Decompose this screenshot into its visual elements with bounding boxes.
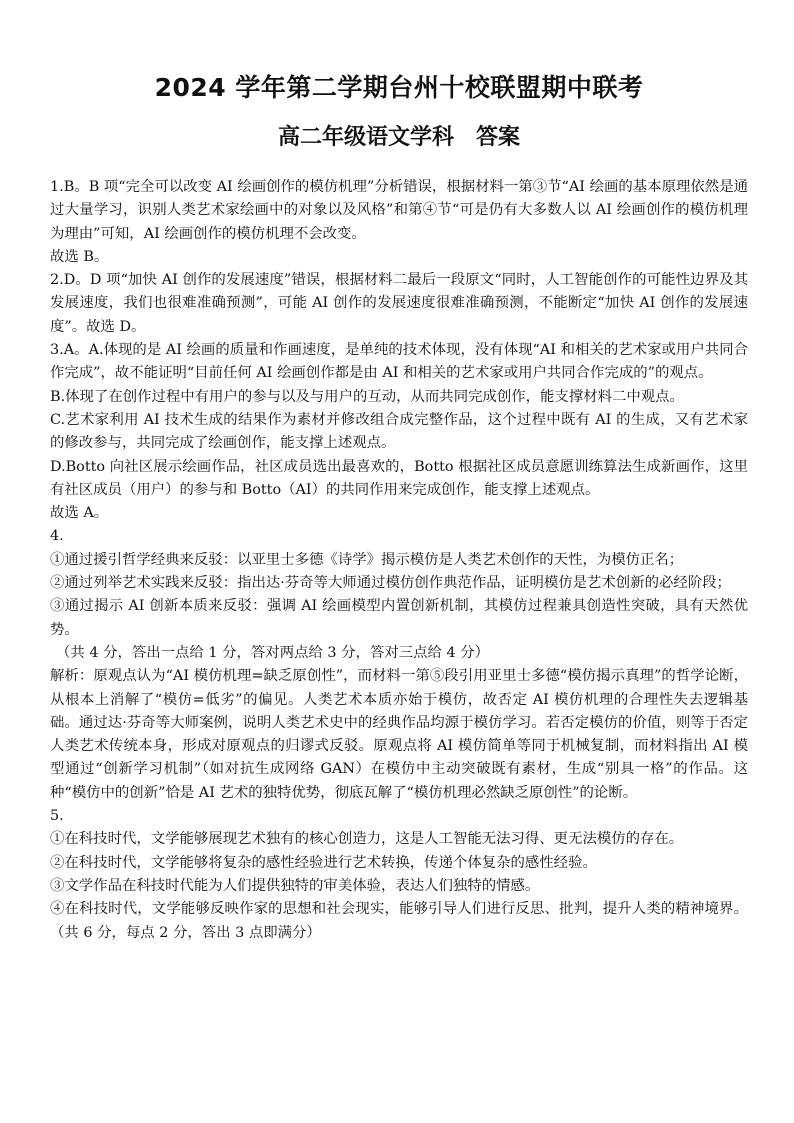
answer-3-option-b: B.体现了在创作过程中有用户的参与以及与用户的互动，从而共同完成创作，能支撑材料二中观点。 [50,388,684,405]
answer-5-point-3: ③文学作品在科技时代能为人们提供独特的审美体验，表达人们独特的情感。 [50,877,540,894]
answer-5-number: 5. [50,808,64,825]
page-subtitle: 高二年级语文学科 答案 [277,125,520,150]
page-title: 2024 学年第二学期台州十校联盟期中联考 [154,73,644,102]
answer-3-option-d: D.Botto 向社区展示绘画作品，社区成员选出最喜欢的，Botto 根据社区成员意愿训练算法生成新画作，这里有社区成员（用户）的参与和 Botto（AI）的共同作用来完成创作，能支撑上述观点。 [50,458,748,498]
answer-5-point-1: ①在科技时代，文学能够展现艺术独有的核心创造力，这是人工智能无法习得、更无法模仿的存在。 [50,831,684,848]
answer-4-scoring: （共 4 分，答出一点给 1 分，答对两点给 3 分，答对三点给 4 分） [56,644,489,661]
answer-2: 2.D。D 项“加快 AI 创作的发展速度”错误，根据材料二最后一段原文“同时，人工智能创作的可能性边界及其发展速度，我们也很难准确预测”，可能 AI 创作的发展速度很难准确预测，不能断定“加快 AI 创作的发展速度”。故选 D。 [50,272,748,335]
answer-3: 3.A。A.体现的是 AI 绘画的质量和作画速度，是单纯的技术体现，没有体现“AI 和相关的艺术家或用户共同合作完成”，故不能证明“目前任何 AI 绘画创作都是由 AI 和相关的艺术家或用户共同合作完成的”的观点。 [50,342,748,382]
answer-4-number: 4. [50,528,64,545]
answer-3-option-c: C.艺术家利用 AI 技术生成的结果作为素材并修改组合成完整作品，这个过程中既有 AI 的生成，又有艺术家的修改参与，共同完成了绘画创作，能支撑上述观点。 [50,411,748,452]
answer-1-conclusion: 故选 B。 [50,248,109,265]
answer-3-conclusion: 故选 A。 [50,505,109,522]
answer-5-point-4: ④在科技时代，文学能够反映作家的思想和社会现实，能够引导人们进行反思、批判，提升人类的精神境界。（共 6 分，每点 2 分，答出 3 点即满分） [50,901,748,941]
answer-4-analysis: 解析：原观点认为“AI 模仿机理=缺乏原创性”，而材料一第⑤段引用亚里士多德“模仿揭示真理”的哲学论断，从根本上消解了“模仿=低劣”的偏见。人类艺术本质亦始于模仿，故否定 AI 模仿机理的合理性失去逻辑基础。通过达·芬奇等大师案例，说明人类艺术史中的经典作品均源于模仿学习。若否定模仿的价值，则等于否定人类艺术传统本身，形成对原观点的归谬式反驳。原观点将 AI 模仿简单等同于机械复制，而材料指出 AI 模型通过“创新学习机制”（如对抗生成网络 GAN）在模仿中主动突破既有素材，生成“别具一格”的作品。这种“模仿中的创新”恰是 AI 艺术的独特优势，彻底瓦解了“模仿机理必然缺乏原创性”的论断。 [50,668,748,801]
answer-1: 1.B。B 项“完全可以改变 AI 绘画创作的模仿机理”分析错误，根据材料一第③节“AI 绘画的基本原理依然是通过大量学习，识别人类艺术家绘画中的对象以及风格”和第④节“可是仍有大多数人以 AI 绘画创作的模仿机理为理由”可知，AI 绘画创作的模仿机理不会改变。 [50,179,748,242]
answer-4-point-3: ③通过揭示 AI 创新本质来反驳：强调 AI 绘画模型内置创新机制，其模仿过程兼具创造性突破，具有天然优势。 [50,598,748,638]
answer-4-point-1: ①通过援引哲学经典来反驳：以亚里士多德《诗学》揭示模仿是人类艺术创作的天性，为模仿正名； [50,551,684,568]
answer-5-point-2: ②在科技时代，文学能够将复杂的感性经验进行艺术转换，传递个体复杂的感性经验。 [50,854,597,871]
answer-body [50,176,748,945]
answer-4-point-2: ②通过列举艺术实践来反驳：指出达·芬奇等大师通过模仿创作典范作品，证明模仿是艺术创新的必经阶段； [50,575,731,592]
